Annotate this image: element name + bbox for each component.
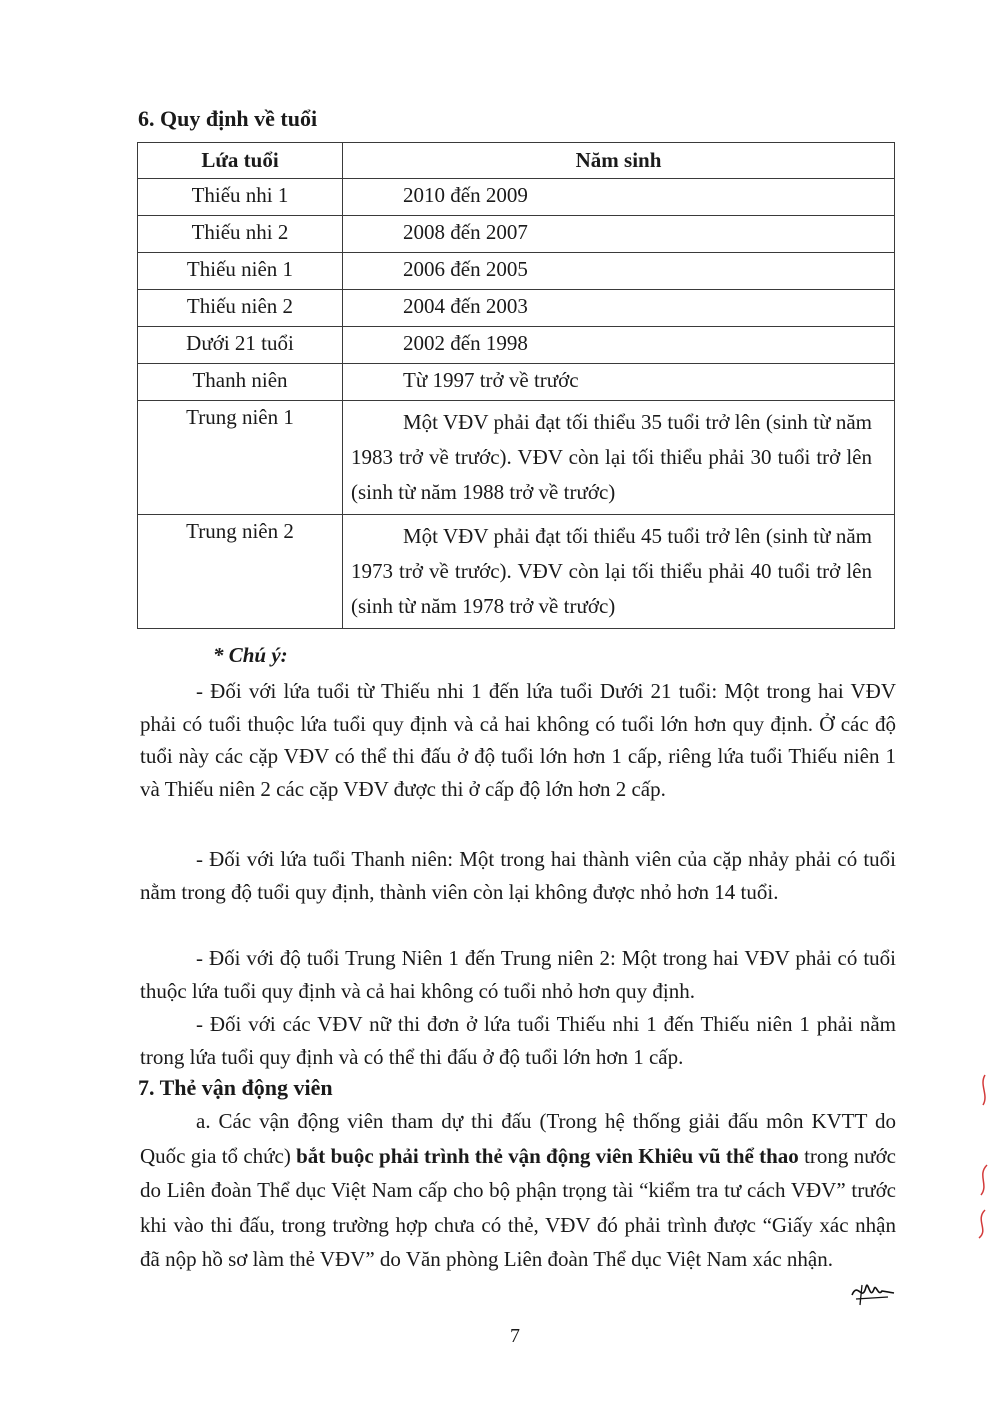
note-paragraph: - Đối với các VĐV nữ thi đơn ở lứa tuổi Thiếu nhi 1 đến Thiếu niên 1 phải nằm trong lứa tuổi quy định và có thể thi đấu ở độ tuổi lớn hơn 1 cấp. (140, 1012, 896, 1069)
age-group-cell: Thiếu niên 2 (138, 290, 343, 327)
birth-year-cell: Một VĐV phải đạt tối thiểu 35 tuổi trở lên (sinh từ năm 1983 trở về trước). VĐV còn lại tối thiểu phải 30 tuổi trở lên (sinh từ năm 1988 trở về trước) (343, 401, 895, 515)
birth-year-cell: 2008 đến 2007 (343, 216, 895, 253)
section-7-heading: 7. Thẻ vận động viên (138, 1075, 333, 1100)
table-row (138, 327, 895, 364)
section-7-paragraph-a (140, 1104, 896, 1277)
note-paragraph: - Đối với độ tuổi Trung Niên 1 đến Trung niên 2: Một trong hai VĐV phải có tuổi thuộc lứa tuổi quy định và cả hai không có tuổi nhỏ hơn quy định. (140, 946, 896, 1003)
paragraph-a-bold-text: bắt buộc phải trình thẻ vận động viên Khiêu vũ thể thao (296, 1143, 799, 1168)
birth-year-cell: 2004 đến 2003 (343, 290, 895, 327)
section-6-heading: 6. Quy định về tuổi (138, 106, 318, 131)
age-group-cell: Dưới 21 tuổi (138, 327, 343, 364)
note-paragraph: - Đối với lứa tuổi Thanh niên: Một trong hai thành viên của cặp nhảy phải có tuổi nằm trong độ tuổi quy định, thành viên còn lại không được nhỏ hơn 14 tuổi. (140, 847, 896, 904)
birth-year-cell: Một VĐV phải đạt tối thiểu 45 tuổi trở lên (sinh từ năm 1973 trở về trước). VĐV còn lại tối thiểu phải 40 tuổi trở lên (sinh từ năm 1978 trở về trước) (343, 515, 895, 629)
table-row (138, 515, 895, 629)
age-group-cell: Thanh niên (138, 364, 343, 401)
birth-year-cell: 2006 đến 2005 (343, 253, 895, 290)
birth-year-cell: 2002 đến 1998 (343, 327, 895, 364)
birth-year-cell: 2010 đến 2009 (343, 179, 895, 216)
note-title: * Chú ý: (213, 643, 288, 667)
red-stamp-edge (965, 1070, 992, 1240)
page-number: 7 (510, 1325, 520, 1347)
age-group-cell: Trung niên 2 (138, 515, 343, 629)
header-age-group: Lứa tuổi (138, 143, 343, 179)
birth-year-cell: Từ 1997 trở về trước (343, 364, 895, 401)
table-row (138, 216, 895, 253)
handwritten-signature (848, 1275, 898, 1309)
age-group-cell: Thiếu nhi 1 (138, 179, 343, 216)
table-header-row (138, 143, 895, 179)
paragraph-a-text-1: a. Các vận động viên tham dự thi đấu (Trong hệ thống giải đấu môn KVTT do Quốc gia tổ chức) (140, 1109, 896, 1168)
table-row (138, 179, 895, 216)
age-group-cell: Thiếu nhi 2 (138, 216, 343, 253)
table-row (138, 364, 895, 401)
age-table (137, 142, 895, 629)
table-row (138, 401, 895, 515)
header-birth-year: Năm sinh (343, 143, 895, 179)
table-row (138, 290, 895, 327)
age-group-cell: Trung niên 1 (138, 401, 343, 515)
paragraph-a-text-2: trong nước do Liên đoàn Thể dục Việt Nam cấp cho bộ phận trọng tài “kiểm tra tư cách VĐV” trước khi vào thi đấu, trong trường hợp chưa có thẻ, VĐV đó phải trình được “Giấy xác nhận đã nộp hồ sơ làm thẻ VĐV” do Văn phòng Liên đoàn Thể dục Việt Nam xác nhận. (140, 1143, 897, 1271)
table-row (138, 253, 895, 290)
note-paragraph: - Đối với lứa tuổi từ Thiếu nhi 1 đến lứa tuổi Dưới 21 tuổi: Một trong hai VĐV phải có tuổi thuộc lứa tuổi quy định và cả hai không có tuổi lớn hơn quy định. Ở các độ tuổi này các cặp VĐV có thể thi đấu ở độ tuổi lớn hơn 1 cấp, riêng lứa tuổi Thiếu niên 1 và Thiếu niên 2 các cặp VĐV được thi ở cấp độ lớn hơn 2 cấp. (140, 679, 896, 801)
age-group-cell: Thiếu niên 1 (138, 253, 343, 290)
